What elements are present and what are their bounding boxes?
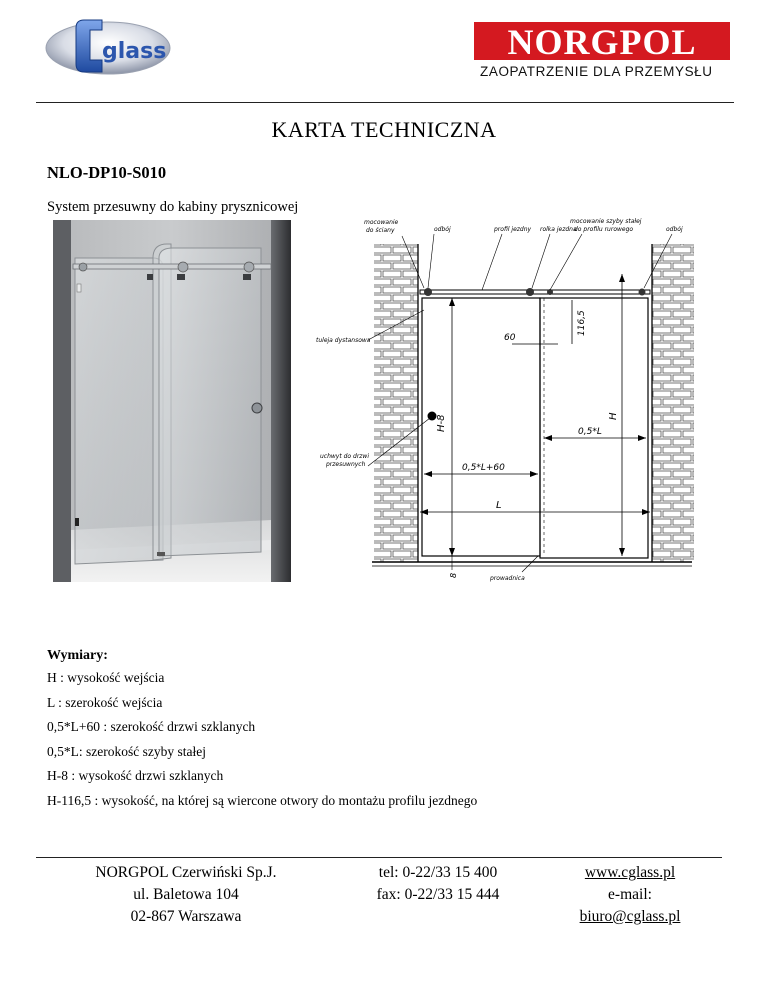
label-mocowanie-szyby-2: do profilu rurowego: [574, 226, 634, 233]
footer-contact: [348, 862, 528, 906]
norgpol-logo-name: NORGPOL: [507, 22, 697, 62]
dim-l: L: [496, 500, 502, 511]
dimension-line: 0,5*L+60 : szerokość drzwi szklanych: [47, 719, 256, 734]
city-address: 02-867 Warszawa: [130, 908, 242, 925]
product-code: NLO-DP10-S010: [47, 163, 167, 182]
label-uchwyt-2: przesuwnych: [326, 461, 366, 468]
right-wall: [652, 244, 694, 562]
street-address: ul. Baletowa 104: [133, 886, 239, 903]
website-link[interactable]: www.cglass.pl: [584, 864, 676, 881]
footer-address: [62, 862, 310, 928]
email-label: e-mail:: [608, 886, 652, 903]
product-description: System przesuwny do kabiny prysznicowej: [47, 199, 299, 215]
footer-web: [556, 862, 704, 928]
dimensions-heading: Wymiary:: [47, 648, 108, 663]
product-photo: [53, 220, 291, 582]
label-tuleja: tuleja dystansowa: [316, 337, 371, 344]
dimension-line: L : szerokość wejścia: [47, 695, 163, 710]
norgpol-tagline: ZAOPATRZENIE DLA PRZEMYSŁU: [480, 64, 713, 79]
dim-8: 8: [449, 572, 458, 578]
label-odboj-top: odbój: [434, 226, 451, 233]
phone-number: tel: 0-22/33 15 400: [378, 864, 498, 881]
label-prowadnica: prowadnica: [490, 575, 525, 582]
label-odboj-right: odbój: [666, 226, 683, 233]
fax-number: fax: 0-22/33 15 444: [376, 886, 500, 903]
dim-h-8: H-8: [436, 414, 447, 432]
dim-60: 60: [504, 333, 516, 343]
dim-116-5: 116,5: [577, 310, 587, 336]
label-mocowanie-2: do ściany: [366, 227, 395, 234]
email-link[interactable]: biuro@cglass.pl: [579, 908, 681, 925]
left-wall: [374, 244, 418, 562]
dim-h: H: [608, 412, 619, 420]
company-name: NORGPOL Czerwiński Sp.J.: [95, 864, 277, 881]
label-mocowanie-1: mocowanie: [364, 219, 399, 226]
label-rolka-jezdna: rolka jezdna: [540, 226, 577, 233]
dimension-line: H-8 : wysokość drzwi szklanych: [47, 768, 224, 783]
top-divider: [36, 102, 734, 103]
cglass-logo-text: glass: [102, 39, 167, 64]
dim-05l-60: 0,5*L+60: [462, 463, 505, 473]
dimension-line: 0,5*L: szerokość szyby stałej: [47, 744, 206, 759]
document-title: KARTA TECHNICZNA: [271, 117, 497, 142]
cglass-logo: [44, 14, 172, 78]
dimension-line: H-116,5 : wysokość, na której są wiercone otwory do montażu profilu jezdnego: [47, 793, 478, 808]
label-uchwyt-1: uchwyt do drzwi: [320, 453, 370, 460]
dimension-line: H : wysokość wejścia: [47, 670, 165, 685]
norgpol-logo: [474, 22, 730, 80]
dim-05l: 0,5*L: [578, 427, 602, 437]
label-mocowanie-szyby-1: mocowanie szyby stałej: [570, 218, 642, 225]
label-profil-jezdny: profil jezdny: [494, 226, 532, 233]
technical-drawing: [312, 214, 694, 584]
footer-divider: [36, 857, 722, 858]
